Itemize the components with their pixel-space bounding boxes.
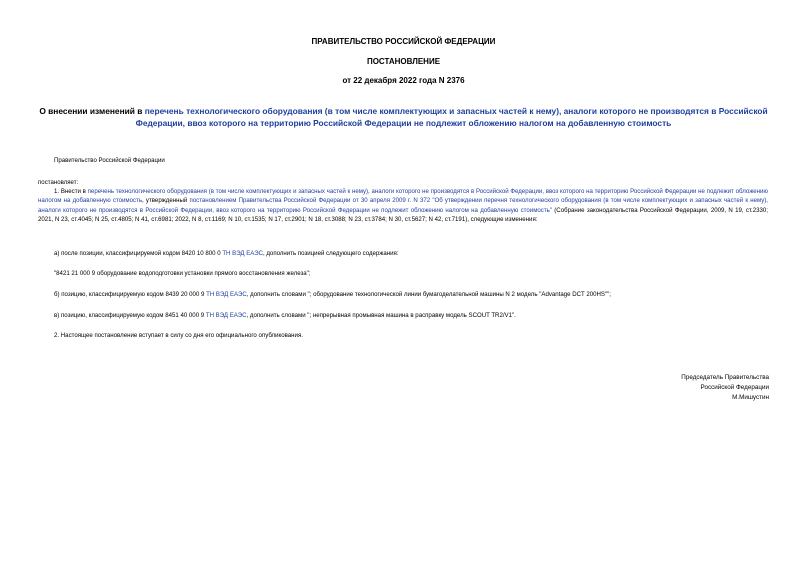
item-c xyxy=(54,311,516,320)
signature-title-1: Председатель Правительства xyxy=(681,374,769,381)
p1-text-1: 1. Внести в xyxy=(54,188,88,195)
decree-word: постановляет: xyxy=(38,179,79,186)
p1-link-decree[interactable]: постановлением Правительства Российской Федерации от 30 апреля 2009 г. N 372 "Об утверждении перечня технологического оборудования (в том числе комплектующих и запасных частей к нему), аналоги которого не производятся в Российской Федерации, ввоз которого на территорию Российской Федерации не подлежит обложению налогом на добавленную стоимость" xyxy=(38,197,768,214)
item-b-text-1: б) позицию, классифицируемую кодом 8439 20 000 9 xyxy=(54,291,207,298)
item-c-link[interactable]: ТН ВЭД ЕАЭС xyxy=(205,312,247,319)
item-c-text-2: , дополнить словами "; непрерывная промывная машина в расправку модель SCOUT TR2/V1". xyxy=(246,312,516,319)
date-number-heading: от 22 декабря 2022 года N 2376 xyxy=(342,76,465,85)
item-a-quote: "8421 21 000 9 оборудование водоподготовки установки прямого восстановления железа"; xyxy=(54,270,311,277)
item-b-text-2: , дополнить словами "; оборудование технологической линии бумагоделательной машины N 2 модель "Advantage DCT 200HS""; xyxy=(246,291,611,298)
p1-text-2: , утвержденный xyxy=(142,197,190,205)
paragraph-1 xyxy=(38,187,768,224)
title-prefix: О внесении изменений в xyxy=(39,106,145,116)
document-title xyxy=(36,105,771,129)
signature-title-2: Российской Федерации xyxy=(700,384,769,391)
signature-name: М.Мишустин xyxy=(732,394,769,401)
org-heading: ПРАВИТЕЛЬСТВО РОССИЙСКОЙ ФЕДЕРАЦИИ xyxy=(311,37,496,46)
item-a-text-1: а) после позиции, классифицируемой кодом 8420 10 800 0 xyxy=(54,250,223,257)
item-a xyxy=(54,249,399,258)
item-b-link[interactable]: ТН ВЭД ЕАЭС xyxy=(206,291,247,298)
paragraph-2: 2. Настоящее постановление вступает в силу со дня его официального опубликования. xyxy=(54,332,303,339)
intro-text: Правительство Российской Федерации xyxy=(54,157,165,164)
item-b xyxy=(54,290,611,299)
item-a-link[interactable]: ТН ВЭД ЕАЭС xyxy=(222,250,263,257)
p1-link-list[interactable]: перечень технологического оборудования (в том числе комплектующих и запасных частей к нему), аналоги которого не производятся в Российской Федерации, ввоз которого на территорию Российской Федерации не подлежит обложению налогом на добавленную стоимость xyxy=(38,188,769,205)
item-a-text-2: , дополнить позицией следующего содержания: xyxy=(262,250,399,257)
title-link[interactable]: перечень технологического оборудования (в том числе комплектующих и запасных частей к нему), аналоги которого не производятся в Российской Федерации, ввоз которого на территорию Российской Федерации не подлежит обложению налогом на добавленную стоимость xyxy=(135,106,768,128)
p1-text-3: (Собрание законодательства Российской Федерации, 2009, N 19, ст.2330; 2021, N 23, ст.4045; N 25, ст.4805; N 41, ст.6981; 2022, N 8, ст.1169; N 10, ст.1535; N 17, ст.2901; N 18, ст.3088; N 23, ст.3784; N 30, ст.5627; N 42, ст.7191), следующие изменения: xyxy=(38,206,768,223)
doc-type-heading: ПОСТАНОВЛЕНИЕ xyxy=(366,57,441,66)
item-c-text-1: в) позицию, классифицируемую кодом 8451 40 000 9 xyxy=(54,312,206,319)
